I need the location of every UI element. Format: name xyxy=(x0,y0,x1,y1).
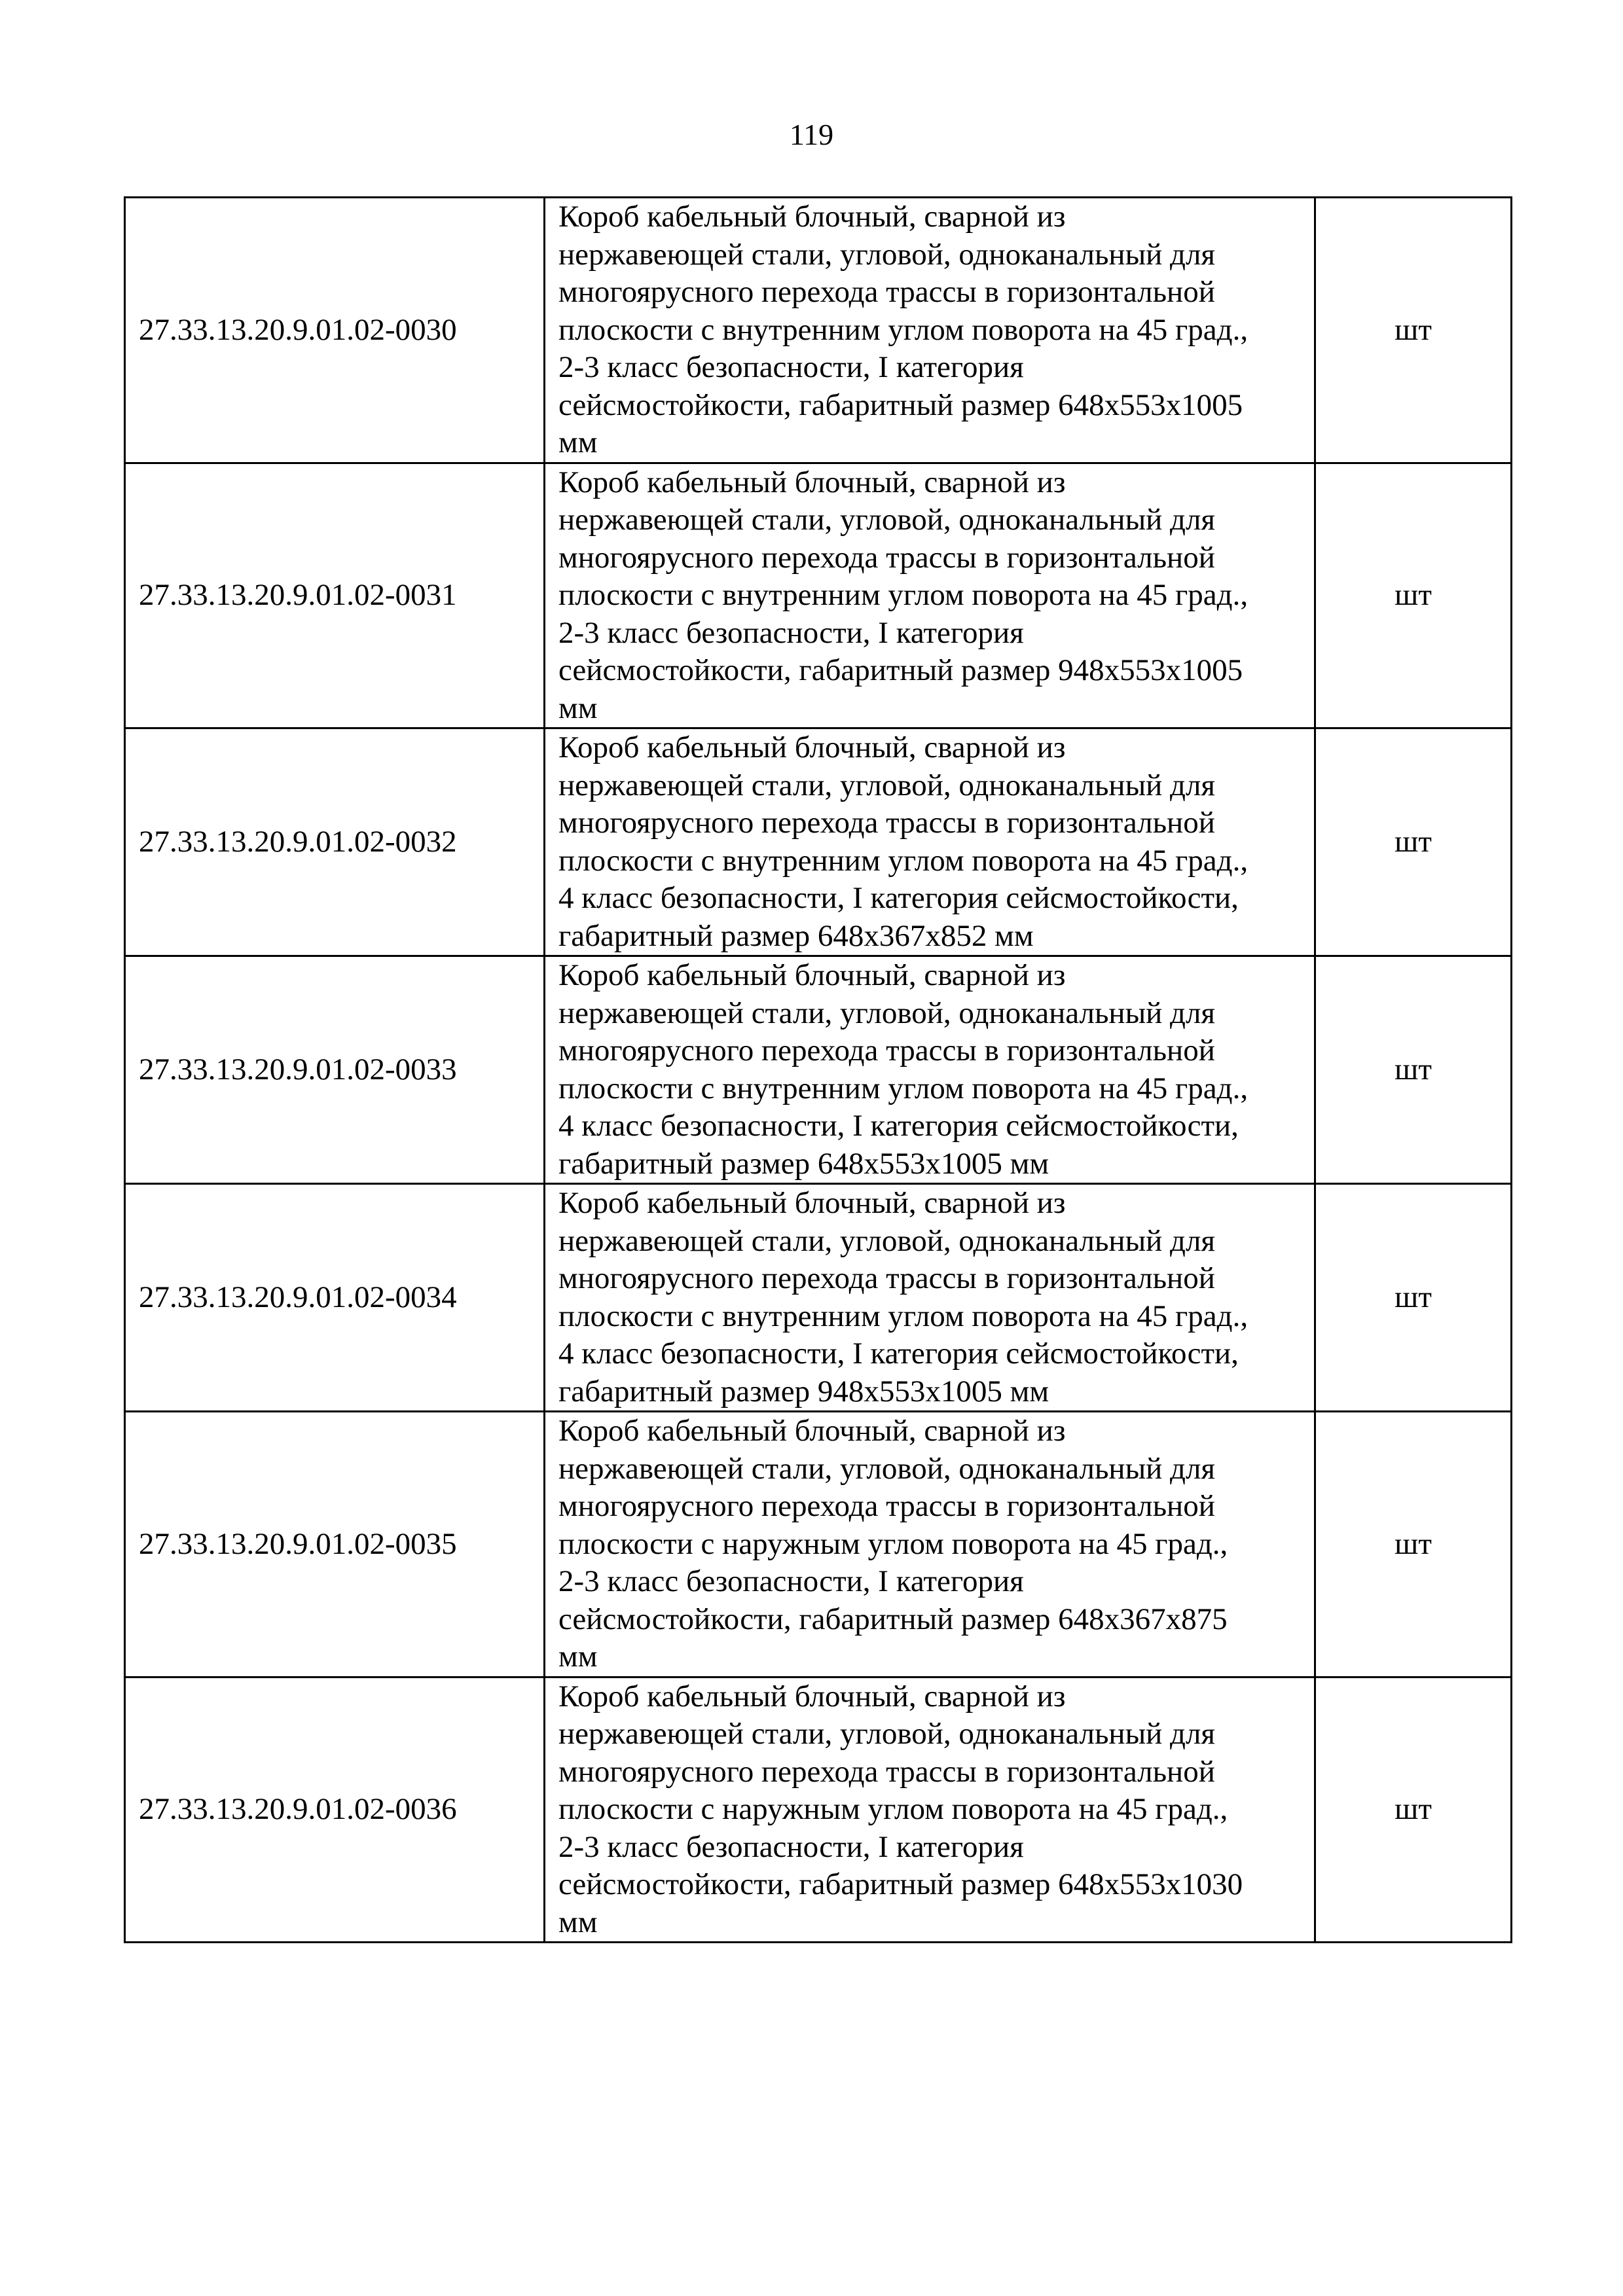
resource-code-cell: 27.33.13.20.9.01.02-0031 xyxy=(125,463,545,728)
description-line: мм xyxy=(558,1640,598,1674)
description-line: сейсмостойкости, габаритный размер 648x553x1005 xyxy=(558,387,1243,422)
resource-code-cell: 27.33.13.20.9.01.02-0034 xyxy=(125,1184,545,1412)
resource-description-cell xyxy=(545,1677,1315,1943)
description-line: габаритный размер 648x553x1005 мм xyxy=(558,1146,1049,1181)
description-line: Короб кабельный блочный, сварной из xyxy=(558,1186,1066,1220)
table-row xyxy=(125,1677,1512,1943)
unit-cell: шт xyxy=(1315,1677,1512,1943)
description-line: габаритный размер 648x367x852 мм xyxy=(558,918,1034,953)
description-line: плоскости с внутренним углом поворота на 45 град., xyxy=(558,843,1249,878)
resource-code-cell: 27.33.13.20.9.01.02-0036 xyxy=(125,1677,545,1943)
description-line: нержавеющей стали, угловой, одноканальный для xyxy=(558,237,1216,272)
description-line: многоярусного перехода трассы в горизонтальной xyxy=(558,540,1215,575)
description-line: Короб кабельный блочный, сварной из xyxy=(558,1414,1066,1448)
unit-cell: шт xyxy=(1315,1184,1512,1412)
resource-code-cell: 27.33.13.20.9.01.02-0035 xyxy=(125,1412,545,1677)
description-line: плоскости с внутренним углом поворота на 45 град., xyxy=(558,312,1249,347)
description-line: плоскости с внутренним углом поворота на 45 град., xyxy=(558,1299,1249,1333)
resource-table xyxy=(124,196,1512,1943)
description-line: сейсмостойкости, габаритный размер 648x367x875 xyxy=(558,1602,1228,1636)
description-line: Короб кабельный блочный, сварной из xyxy=(558,958,1066,992)
description-line: нержавеющей стали, угловой, одноканальный для xyxy=(558,503,1216,537)
description-line: Короб кабельный блочный, сварной из xyxy=(558,1679,1066,1713)
unit-cell: шт xyxy=(1315,728,1512,956)
table-row xyxy=(125,198,1512,463)
description-line: 2-3 класс безопасности, I категория xyxy=(558,615,1024,650)
unit-cell: шт xyxy=(1315,956,1512,1184)
table-row xyxy=(125,728,1512,956)
description-line: сейсмостойкости, габаритный размер 948x553x1005 xyxy=(558,653,1243,687)
description-line: плоскости с наружным углом поворота на 45 град., xyxy=(558,1792,1228,1826)
description-line: 2-3 класс безопасности, I категория xyxy=(558,1829,1024,1864)
table-row xyxy=(125,463,1512,728)
description-line: нержавеющей стали, угловой, одноканальный для xyxy=(558,768,1216,802)
description-line: 2-3 класс безопасности, I категория xyxy=(558,350,1024,384)
description-line: нержавеющей стали, угловой, одноканальный для xyxy=(558,1717,1216,1751)
resource-description-cell xyxy=(545,956,1315,1184)
description-line: многоярусного перехода трассы в горизонтальной xyxy=(558,1754,1215,1789)
description-line: 4 класс безопасности, I категория сейсмостойкости, xyxy=(558,1109,1239,1143)
resource-code-cell: 27.33.13.20.9.01.02-0032 xyxy=(125,728,545,956)
description-line: плоскости с наружным углом поворота на 45 град., xyxy=(558,1526,1228,1561)
resource-description-cell xyxy=(545,1184,1315,1412)
table-row xyxy=(125,1184,1512,1412)
description-line: многоярусного перехода трассы в горизонтальной xyxy=(558,1033,1215,1067)
description-line: габаритный размер 948x553x1005 мм xyxy=(558,1374,1049,1408)
unit-cell: шт xyxy=(1315,463,1512,728)
table-body xyxy=(125,198,1512,1943)
description-line: плоскости с внутренним углом поворота на 45 град., xyxy=(558,578,1249,612)
table-row xyxy=(125,956,1512,1184)
description-line: мм xyxy=(558,425,598,459)
description-line: нержавеющей стали, угловой, одноканальный для xyxy=(558,1223,1216,1258)
description-line: 4 класс безопасности, I категория сейсмостойкости, xyxy=(558,881,1239,915)
description-line: Короб кабельный блочный, сварной из xyxy=(558,200,1066,234)
description-line: плоскости с внутренним углом поворота на 45 град., xyxy=(558,1071,1249,1105)
page-number: 119 xyxy=(789,118,834,151)
resource-code-cell: 27.33.13.20.9.01.02-0030 xyxy=(125,198,545,463)
description-line: нержавеющей стали, угловой, одноканальный для xyxy=(558,996,1216,1030)
resource-description-cell xyxy=(545,463,1315,728)
description-line: мм xyxy=(558,1905,598,1939)
description-line: 4 класс безопасности, I категория сейсмостойкости, xyxy=(558,1336,1239,1371)
table-row xyxy=(125,1412,1512,1677)
description-line: многоярусного перехода трассы в горизонтальной xyxy=(558,1489,1215,1523)
unit-cell: шт xyxy=(1315,198,1512,463)
resource-description-cell xyxy=(545,1412,1315,1677)
description-line: многоярусного перехода трассы в горизонтальной xyxy=(558,806,1215,840)
description-line: многоярусного перехода трассы в горизонтальной xyxy=(558,275,1215,309)
resource-description-cell xyxy=(545,728,1315,956)
resource-description-cell xyxy=(545,198,1315,463)
unit-cell: шт xyxy=(1315,1412,1512,1677)
description-line: Короб кабельный блочный, сварной из xyxy=(558,730,1066,764)
resource-code-cell: 27.33.13.20.9.01.02-0033 xyxy=(125,956,545,1184)
description-line: мм xyxy=(558,691,598,725)
description-line: 2-3 класс безопасности, I категория xyxy=(558,1564,1024,1598)
description-line: многоярусного перехода трассы в горизонтальной xyxy=(558,1261,1215,1295)
description-line: сейсмостойкости, габаритный размер 648x553x1030 xyxy=(558,1867,1243,1901)
description-line: нержавеющей стали, угловой, одноканальный для xyxy=(558,1451,1216,1486)
description-line: Короб кабельный блочный, сварной из xyxy=(558,465,1066,499)
